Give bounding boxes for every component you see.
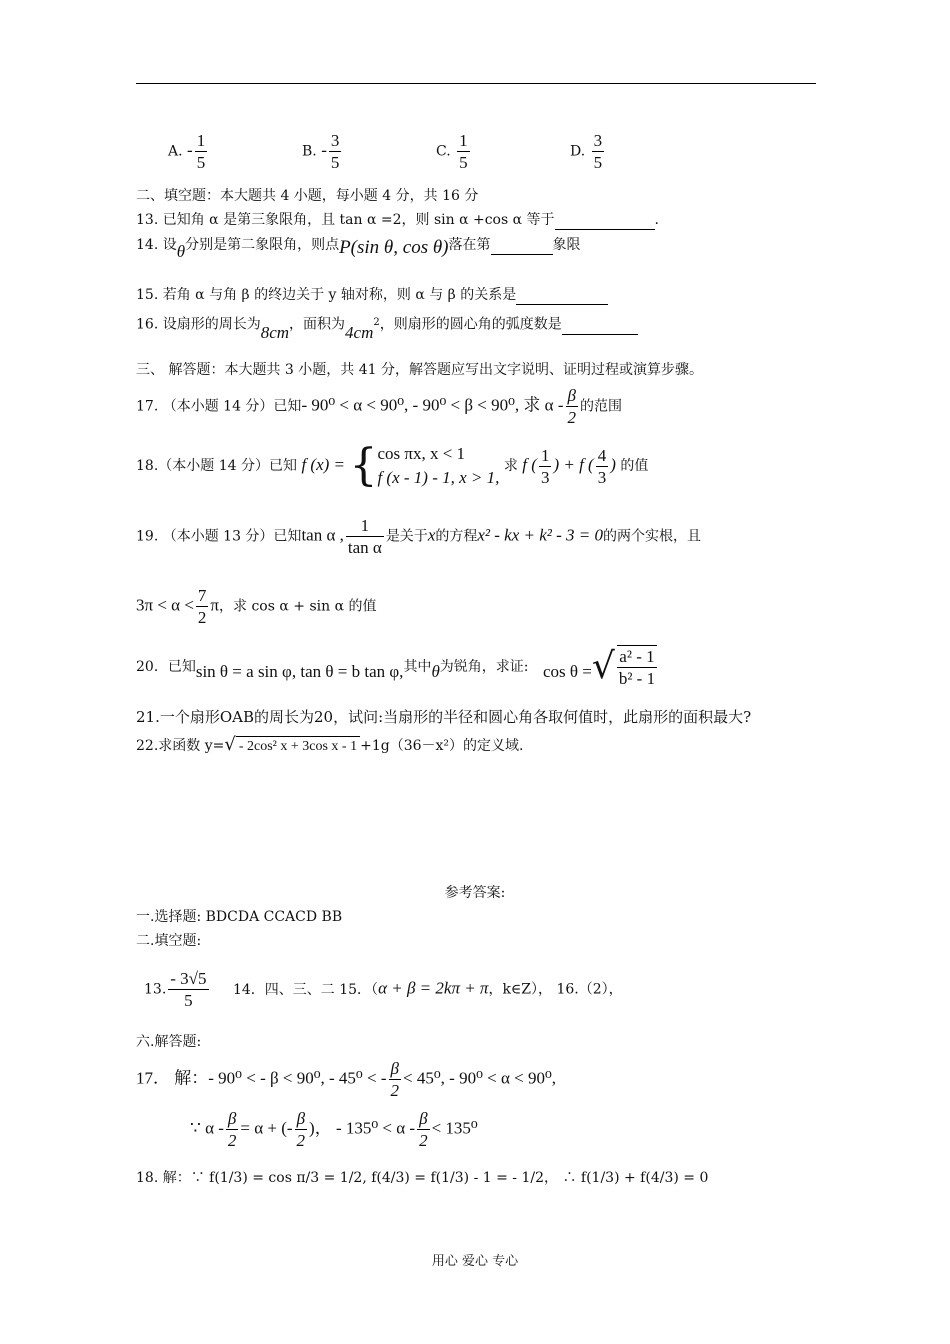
question-20: 20．已知sin θ = a sin φ, tan θ = b tan φ,其中θ为锐角，求证: cos θ =√ $\frac{\text{a² - 1}}{\text{b² - 1}}$ (136, 646, 656, 688)
piecewise-cases: cos πx, x < 1 f (x - 1) - 1, x > 1, (377, 444, 500, 487)
answers-solve-heading: 六.解答题: (136, 1034, 202, 1050)
answer-18: 18. 解：∵ f(1/3) = cos π/3 = 1/2, f(4/3) = f(1/3) - 1 = - 1/2， ∴ f(1/3) + f(4/3) = 0 (136, 1170, 709, 1186)
answer-blank (516, 288, 608, 305)
answer-blank (555, 213, 655, 230)
answers-choice: 一.选择题: BDCDA CCACD BB (136, 909, 343, 925)
option-b: B. - $\frac{3}{5}$ (302, 131, 340, 172)
option-a: A. - $\frac{1}{5}$ (168, 131, 206, 172)
section-3-heading: 三、 解答题：本大题共 3 小题，共 41 分，解答题应写出文字说明、证明过程或演算步骤。 (136, 362, 703, 378)
answers-fill-heading: 二.填空题: (136, 933, 202, 949)
question-17: 17. （本小题 14 分）已知- 90⁰ < α < 90⁰, - 90⁰ < β < 90⁰, 求 α - $\frac{\beta}{2}$ 的范围 (136, 386, 622, 427)
question-15: 15. 若角 α 与角 β 的终边关于 y 轴对称，则 α 与 β 的关系是 (136, 285, 608, 305)
question-21: 21.一个扇形OAB的周长为20，试问:当扇形的半径和圆心角各取何值时，此扇形的面积最大? (136, 708, 752, 726)
footer: 用心 爱心 专心 (431, 1254, 519, 1269)
question-13: 13. 已知角 α 是第三象限角，且 tan α =2，则 sin α +cos α 等于 . (136, 212, 659, 228)
question-19-line-2: 3π < α < $\frac{7}{2}$ π，求 cos α + sin α 的值 (136, 586, 377, 627)
option-d: D. $\frac{3}{5}$ (570, 131, 603, 172)
section-2-heading: 二、填空题：本大题共 4 小题，每小题 4 分，共 16 分 (136, 188, 479, 204)
question-22: 22.求函数 y=√ - 2cos² x + 3cos x - 1 +1g（36－x²）的定义域. (136, 734, 524, 755)
answers-title: 参考答案: (444, 885, 506, 901)
question-18: 18.（本小题 14 分）已知 f (x) = { cos πx, x < 1 f (x - 1) - 1, x > 1, 求 f ( $\frac{1}{3}$ ) + f ( $\frac{4}{3}$ ) 的值 (136, 440, 649, 491)
answers-fill-line: 13. $\frac{- 3√5}{5}$ 14．四、三、二 15．（α + β = 2kπ + π，k∈Z）， 16.（2）， (144, 969, 623, 1010)
question-16: 16. 设扇形的周长为8cm，面积为$4cm^2$，则扇形的圆心角的弧度数是 (136, 311, 638, 335)
answer-17-line-2: ∵ α - $\frac{\beta}{2}$ = α + (- $\frac{\beta}{2}$ )， - 135⁰ < α - $\frac{\beta}{2}$ < 135⁰ (190, 1109, 478, 1150)
answer-17-line-1: 17． 解：- 90⁰ < - β < 90⁰, - 45⁰ < - $\frac{\beta}{2}$ < 45⁰, - 90⁰ < α < 90⁰, (136, 1059, 557, 1100)
answer-blank (491, 238, 553, 255)
question-14: 14. 设θ分别是第二象限角，则点P(sin θ, cos θ)落在第 象限 (136, 237, 581, 261)
answer-blank (562, 318, 638, 335)
question-19: 19. （本小题 13 分）已知tan α , $\frac{1}{\text{tan α}}$ 是关于x的方程x² - kx + k² - 3 = 0的两个实根，且 (136, 516, 701, 557)
header-rule (136, 83, 816, 84)
option-c: C. $\frac{1}{5}$ (436, 131, 468, 172)
